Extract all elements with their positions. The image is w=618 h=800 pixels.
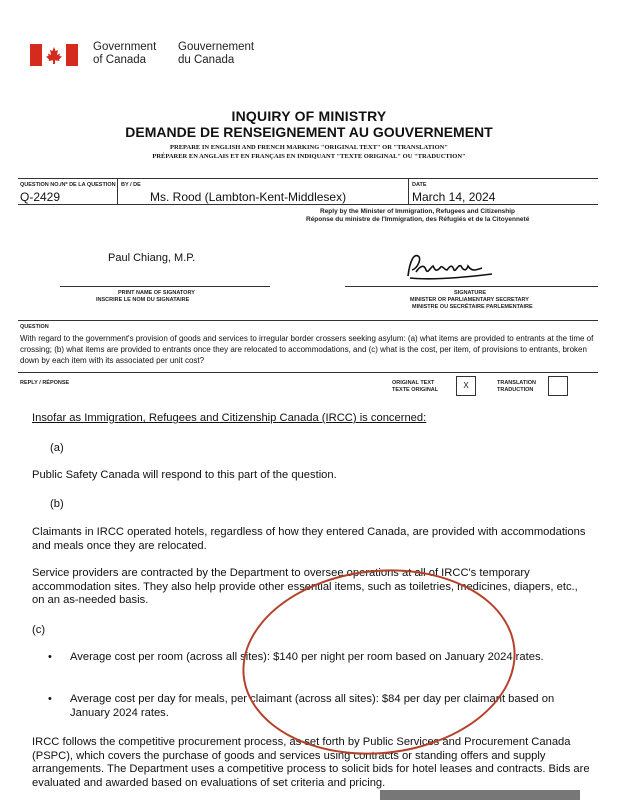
signatory-name: Paul Chiang, M.P. [108, 252, 196, 264]
translation-label-fr: TRADUCTION [497, 387, 534, 393]
signature-label: SIGNATURE [454, 290, 486, 296]
part-b-text-1: Claimants in IRCC operated hotels, regardless of how they entered Canada, are provided with accommodations and meals once they are relocated. [32, 526, 586, 552]
translation-checkbox [548, 376, 568, 396]
part-b-text-2: Service providers are contracted by the Department to oversee operations at all of IRCC's temporary accommodation sites. They also help provide other essential items, such as toiletries, medicines, diapers, etc., on an as-needed basis. [32, 567, 578, 606]
document-title-en: INQUIRY OF MINISTRY [231, 108, 387, 124]
by-label: BY / DE [121, 182, 141, 188]
question-rule [18, 320, 598, 321]
signature-role-fr: MINISTRE OU SECRÉTAIRE PARLEMENTAIRE [412, 304, 533, 310]
gov-name-english: Government of Canada [93, 41, 157, 66]
original-text-label-en: ORIGINAL TEXT [392, 380, 435, 386]
signature-role-en: MINISTER OR PARLIAMENTARY SECRETARY [410, 297, 529, 303]
original-text-checkbox: X [456, 376, 476, 396]
canada-flag-icon [30, 44, 78, 66]
document-title-fr: DEMANDE DE RENSEIGNEMENT AU GOUVERNEMENT [125, 124, 493, 140]
translation-label-en: TRANSLATION [497, 380, 537, 386]
form-top-rule [18, 178, 598, 179]
closing-paragraph: IRCC follows the competitive procurement process, as set forth by Public Services and Procurement Canada (PSPC), which covers the purchase of goods and services using contracts or standing offers and supply arrangements. The Department uses a competitive process to solicit bids for hotel leases and contracts. Bids are evaluated and awarded based on evaluations of set criteria and pricing. [32, 736, 590, 789]
reply-rule [18, 372, 598, 373]
part-c-bullet-2: Average cost per day for meals, per claimant (across all sites): $84 per day per claimant based on January 2024 rates. [70, 693, 555, 719]
question-text: With regard to the government's provision of goods and services to irregular border crossers seeking asylum: (a) what items are provided to entrants at the time of crossing; (b) what items are provided to entrants once they are relocated to accommodations, and (c) what is the cost, per item, of provisions to entrants, broken down by each item with its associated per unit cost? [20, 334, 594, 365]
answer-intro: Insofar as Immigration, Refugees and Citizenship Canada (IRCC) is concerned: [32, 412, 427, 424]
gov-name-french: Gouvernement du Canada [178, 41, 255, 66]
reply-by-en: Reply by the Minister of Immigration, Refugees and Citizenship [320, 208, 516, 215]
reply-by-fr: Réponse du ministre de l'Immigration, des Réfugiés et de la Citoyenneté [306, 216, 530, 223]
date-label: DATE [412, 182, 427, 188]
part-a-text: Public Safety Canada will respond to this part of the question. [32, 469, 337, 481]
part-c-bullet-1: Average cost per room (across all sites): $140 per night per room based on January 2024 rates. [70, 651, 544, 663]
signatory-label-fr: INSCRIRE LE NOM DU SIGNATAIRE [96, 297, 190, 303]
signature-icon [400, 250, 500, 285]
question-no-label: QUESTION NO./Nº DE LA QUESTION [20, 182, 116, 188]
page-edge-shadow [380, 790, 580, 800]
reply-label: REPLY / RÉPONSE [20, 380, 70, 386]
question-no-value: Q-2429 [20, 190, 61, 204]
part-a-label: (a) [50, 442, 64, 454]
original-text-label-fr: TEXTE ORIGINAL [392, 387, 439, 393]
prepare-instruction-fr: PRÉPARER EN ANGLAIS ET EN FRANÇAIS EN INDIQUANT "TEXTE ORIGINAL" OU "TRADUCTION" [152, 153, 466, 160]
signature-rule [345, 286, 598, 287]
bullet-icon: • [48, 693, 52, 705]
form-divider-1 [117, 178, 118, 204]
signatory-rule [60, 286, 270, 287]
signatory-label-en: PRINT NAME OF SIGNATORY [118, 290, 195, 296]
prepare-instruction-en: PREPARE IN ENGLISH AND FRENCH MARKING "ORIGINAL TEXT" OR "TRANSLATION" [170, 144, 448, 151]
by-value: Ms. Rood (Lambton-Kent-Middlesex) [150, 190, 347, 204]
bullet-icon: • [48, 651, 52, 663]
part-b-label: (b) [50, 498, 64, 510]
form-divider-2 [408, 178, 409, 204]
part-c-label: (c) [32, 624, 46, 636]
date-value: March 14, 2024 [412, 190, 496, 204]
form-row-rule [18, 204, 598, 205]
question-label: QUESTION [20, 324, 49, 330]
